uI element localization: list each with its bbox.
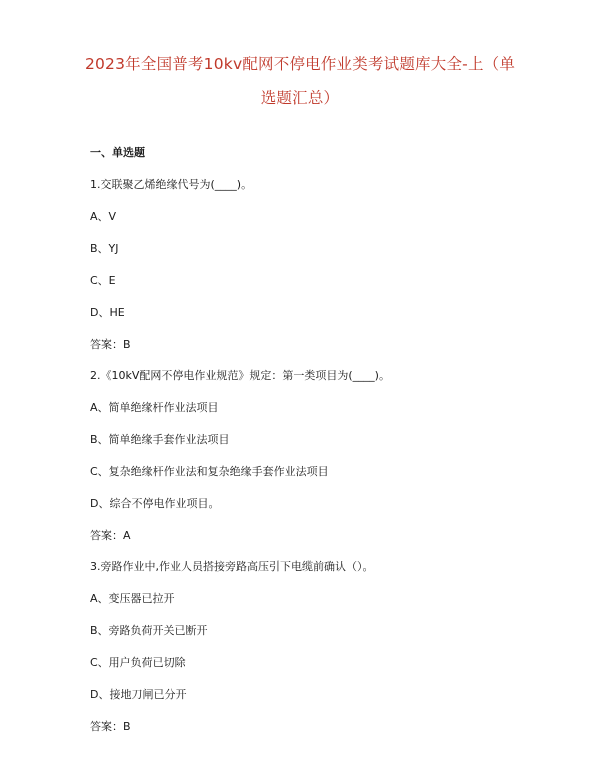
question-3-option-c: C、用户负荷已切除 <box>90 656 186 669</box>
question-2-stem: 2.《10kV配网不停电作业规范》规定：第一类项目为(____)。 <box>90 369 390 382</box>
question-3-option-b: B、旁路负荷开关已断开 <box>90 624 208 637</box>
section-heading: 一、单选题 <box>90 146 145 159</box>
question-1-option-d: D、HE <box>90 306 125 319</box>
question-2-option-d: D、综合不停电作业项目。 <box>90 497 220 510</box>
question-2-option-a: A、简单绝缘杆作业法项目 <box>90 401 219 414</box>
document-title-line-2: 选题汇总） <box>260 89 340 107</box>
question-3-option-d: D、接地刀闸已分开 <box>90 688 187 701</box>
question-1-stem: 1.交联聚乙烯绝缘代号为(____)。 <box>90 178 253 191</box>
question-1-option-c: C、E <box>90 274 116 287</box>
question-3-option-a: A、变压器已拉开 <box>90 592 175 605</box>
question-3-answer: 答案：B <box>90 720 131 733</box>
question-2-answer: 答案：A <box>90 529 131 542</box>
question-1-answer: 答案：B <box>90 338 131 351</box>
question-3-stem: 3.旁路作业中,作业人员搭接旁路高压引下电缆前确认（）。 <box>90 560 374 573</box>
question-1-option-b: B、YJ <box>90 242 119 255</box>
question-2-option-b: B、简单绝缘手套作业法项目 <box>90 433 230 446</box>
question-1-option-a: A、V <box>90 210 117 223</box>
document-title-line-1: 2023年全国普考10kv配网不停电作业类考试题库大全-上（单 <box>84 55 516 73</box>
question-2-option-c: C、复杂绝缘杆作业法和复杂绝缘手套作业法项目 <box>90 465 329 478</box>
